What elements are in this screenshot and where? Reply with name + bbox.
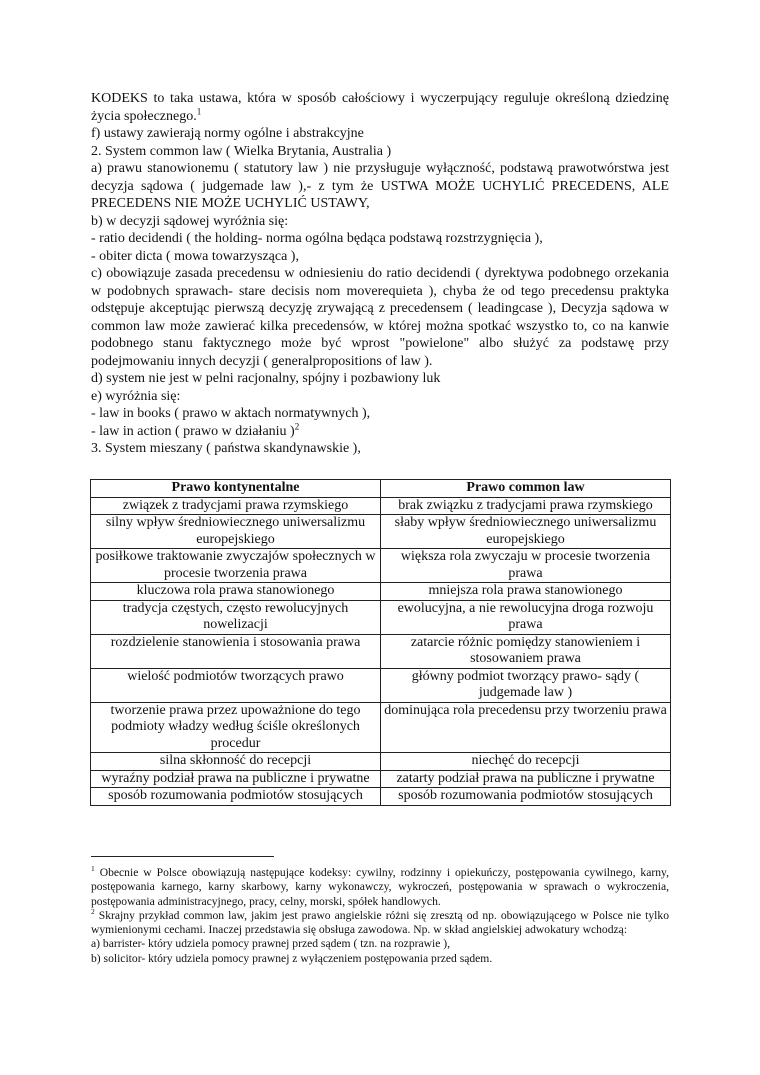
comparison-table [90,479,671,806]
list-item-law-in-books: - law in books ( prawo w aktach normatywnych ), [91,406,371,421]
main-text [91,90,669,458]
footnote-separator [91,856,274,857]
table-cell: związek z tradycjami prawa rzymskiego [91,497,381,515]
table-row [91,702,671,753]
footnote-mark-1: 1 [91,864,95,874]
footnotes [91,866,669,966]
table-row [91,515,671,549]
kodeks-text: KODEKS to taka ustawa, która w sposób całościowy i wyczerpujący reguluje określoną dziedzinę życia społecznego. [91,91,669,124]
table-row [91,634,671,668]
paragraph-a: a) prawu stanowionemu ( statutory law ) nie przysługuje wyłączność, podstawą prawotwórstwa jest decyzja sądowa ( judgemade law ),- z tym że USTWA MOŻE UCHYLIĆ PRECEDENS, ALE PRECEDENS NIE MOŻE UCHYLIĆ USTAWY, [91,161,669,211]
paragraph-f: f) ustawy zawierają normy ogólne i abstrakcyjne [91,126,364,141]
table-cell: tradycja częstych, często rewolucyjnych nowelizacji [91,600,381,634]
table-cell: kluczowa rola prawa stanowionego [91,583,381,601]
table-cell: tworzenie prawa przez upoważnione do tego podmioty władzy według ściśle określonych procedur [91,702,381,753]
table-cell: mniejsza rola prawa stanowionego [381,583,671,601]
table-cell: niechęć do recepcji [381,753,671,771]
table-cell: zatarcie różnic pomiędzy stanowieniem i stosowaniem prawa [381,634,671,668]
paragraph-e: e) wyróżnia się: [91,388,181,404]
list-item-law-in-action [91,420,669,441]
table-row [91,583,671,601]
section-heading-3: 3. System mieszany ( państwa skandynawskie ), [91,441,361,456]
list-item-ratio-decidendi: - ratio decidendi ( the holding- norma ogólna będąca podstawą rozstrzygnięcia ), [91,231,543,246]
table-row [91,753,671,771]
table-cell: rozdzielenie stanowienia i stosowania prawa [91,634,381,668]
table-cell: wyraźny podział prawa na publiczne i prywatne [91,770,381,788]
footnote-1 [91,866,669,909]
footnote-2-text: Skrajny przykład common law, jakim jest prawo angielskie różni się zresztą od np. obowiązującego w Polsce nie tylko wymienionymi cechami. Inaczej przedstawia się obsługa zawodowa. Np. w skład angielskiej adwokatury wchodzą: [91,908,669,937]
table-cell: silna skłonność do recepcji [91,753,381,771]
paragraph-b: b) w decyzji sądowej wyróżnia się: [91,213,289,229]
table-row [91,549,671,583]
table-cell: brak związku z tradycjami prawa rzymskiego [381,497,671,515]
table-row [91,788,671,806]
table-cell: sposób rozumowania podmiotów stosujących [91,788,381,806]
table-cell: większa rola zwyczaju w procesie tworzenia prawa [381,549,671,583]
table-cell: zatarty podział prawa na publiczne i prywatne [381,770,671,788]
footnote-ref-2: 2 [294,420,300,431]
paragraph-d: d) system nie jest w pelni racjonalny, spójny i pozbawiony luk [91,371,441,386]
footnote-mark-2: 2 [91,907,95,917]
list-item-obiter-dicta: - obiter dicta ( mowa towarzysząca ), [91,248,299,264]
footnote-2 [91,909,669,938]
table-cell: ewolucyjna, a nie rewolucyjna droga rozwoju prawa [381,600,671,634]
law-in-action-text: - law in action ( prawo w działaniu ) [91,423,295,439]
section-heading-2: 2. System common law ( Wielka Brytania, Australia ) [91,143,392,159]
table-cell: silny wpływ średniowiecznego uniwersalizmu europejskiego [91,515,381,549]
column-header-continental: Prawo kontynentalne [91,480,381,498]
paragraph-c: c) obowiązuje zasada precedensu w odniesieniu do ratio decidendi ( dyrektywa podobnego orzekania w podobnych sprawach- stare decisis nom moverequieta ), chyba że od tego precedensu praktyka odstępuje akceptując pierwszą decyzję zrywającą z precedensem ( leadingcase ), Decyzja sądowa w common law może zawierać kilka precedensów, w której można spotkać wszystko to, co na kanwie podobnego stanu faktycznego może być wprost "powielone" albo służyć za podstawę przy podejmowaniu innych decyzji ( generalpropositions of law ). [91,266,669,369]
paragraph-kodeks [91,90,669,125]
table-row [91,770,671,788]
footnote-2-item-a: a) barrister- który udziela pomocy prawnej przed sądem ( tzn. na rozprawie ), [91,937,451,951]
footnote-1-text: Obecnie w Polsce obowiązują następujące kodeksy: cywilny, rodzinny i opiekuńczy, postępowania cywilnego, karny, postępowania karnego, karny skarbowy, karny wykonawczy, wykroczeń, postępowania w sprawach o wykroczenia, postępowania administracyjnego, pracy, celny, morski, spółek handlowych. [91,866,669,908]
table-cell: dominująca rola precedensu przy tworzeniu prawa [381,702,671,753]
table-cell: wielość podmiotów tworzących prawo [91,668,381,702]
table-row [91,600,671,634]
table-row [91,497,671,515]
table-cell: główny podmiot tworzący prawo- sądy ( judgemade law ) [381,668,671,702]
footnote-2-item-b: b) solicitor- który udziela pomocy prawnej z wyłączeniem postępowania przed sądem. [91,951,493,965]
table-cell: słaby wpływ średniowiecznego uniwersalizmu europejskiego [381,515,671,549]
table-row [91,668,671,702]
column-header-common-law: Prawo common law [381,480,671,498]
table-cell: posiłkowe traktowanie zwyczajów społecznych w procesie tworzenia prawa [91,549,381,583]
footnote-ref-1: 1 [196,105,202,116]
table-header-row [91,480,671,498]
table-cell: sposób rozumowania podmiotów stosujących [381,788,671,806]
